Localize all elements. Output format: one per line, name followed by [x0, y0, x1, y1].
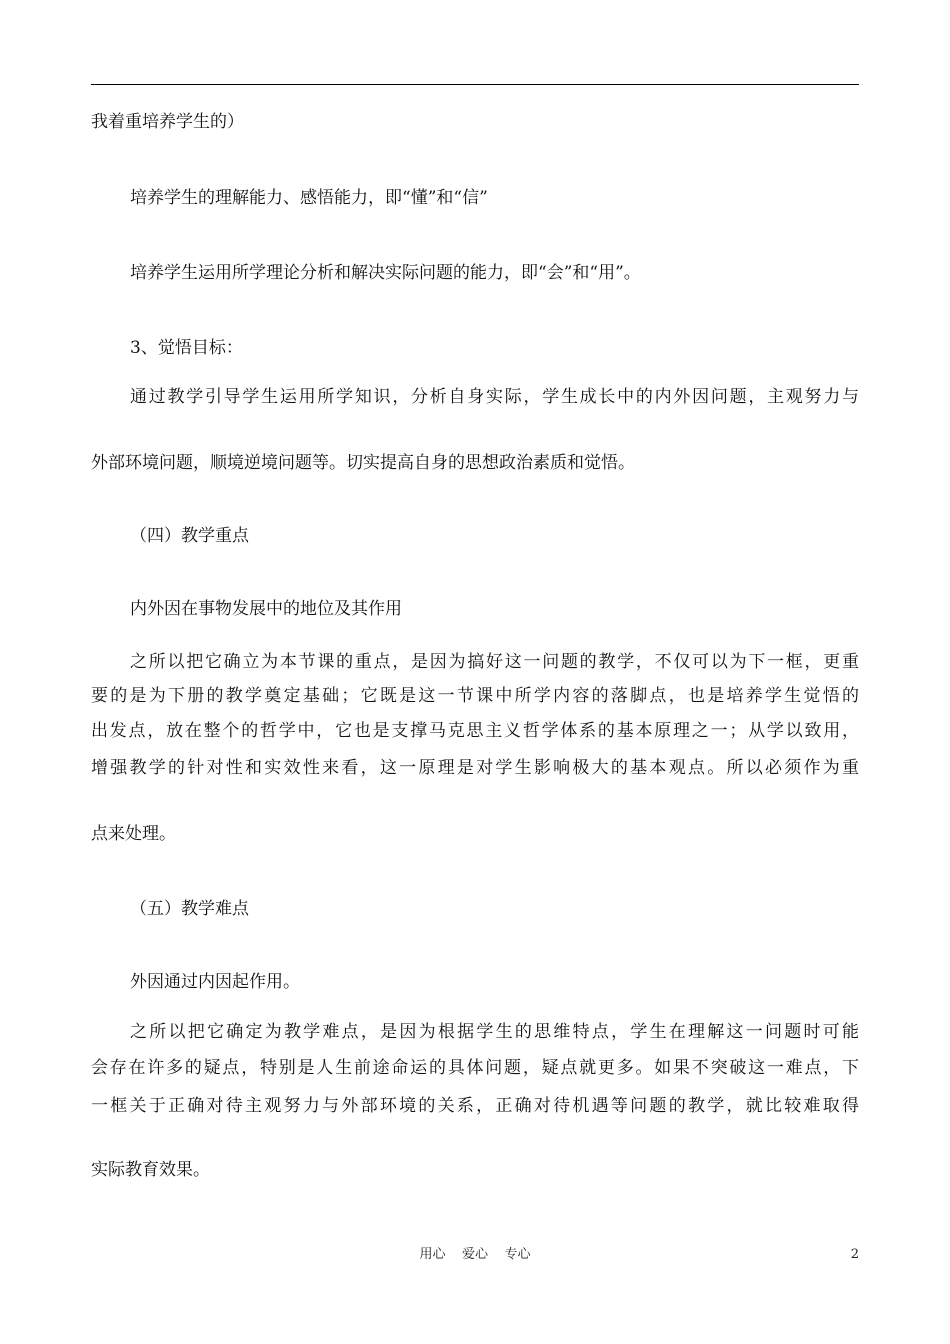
difficult-point-paragraph-line-2: 会存在许多的疑点，特别是人生前途命运的具体问题，疑点就更多。如果不突破这一难点，下 [91, 1058, 859, 1078]
key-point-title: 内外因在事物发展中的地位及其作用 [130, 599, 402, 619]
footer-motto: 用心 爱心 专心 [419, 1247, 531, 1262]
difficult-point-paragraph-line-3: 一框关于正确对待主观努力与外部环境的关系，正确对待机遇等问题的教学，就比较难取得 [91, 1096, 859, 1116]
key-point-paragraph-line-5: 点来处理。 [91, 824, 176, 844]
key-point-paragraph-line-1: 之所以把它确立为本节课的重点，是因为搞好这一问题的教学，不仅可以为下一框，更重 [130, 652, 859, 672]
key-point-paragraph-line-2: 要的是为下册的教学奠定基础；它既是这一节课中所学内容的落脚点，也是培养学生觉悟的 [91, 686, 859, 706]
text-line-1: 我着重培养学生的） [91, 112, 244, 132]
paragraph-awareness-line-2: 外部环境问题，顺境逆境问题等。切实提高自身的思想政治素质和觉悟。 [91, 453, 635, 473]
key-point-paragraph-line-4: 增强教学的针对性和实效性来看，这一原理是对学生影响极大的基本观点。所以必须作为重 [91, 758, 859, 778]
difficult-point-title: 外因通过内因起作用。 [130, 972, 300, 992]
difficult-point-paragraph-line-1: 之所以把它确定为教学难点，是因为根据学生的思维特点，学生在理解这一问题时可能 [130, 1022, 859, 1042]
heading-key-point: （四）教学重点 [130, 526, 249, 546]
heading-difficult-point: （五）教学难点 [130, 899, 249, 919]
difficult-point-paragraph-line-4: 实际教育效果。 [91, 1160, 210, 1180]
objective-application: 培养学生运用所学理论分析和解决实际问题的能力，即“会”和“用”。 [130, 263, 641, 283]
objective-understanding: 培养学生的理解能力、感悟能力，即“懂”和“信” [130, 188, 488, 208]
page-number: 2 [850, 1247, 859, 1262]
header-rule [91, 84, 859, 85]
heading-awareness-goal: 3、觉悟目标： [130, 338, 243, 358]
key-point-paragraph-line-3: 出发点，放在整个的哲学中，它也是支撑马克思主义哲学体系的基本原理之一；从学以致用， [91, 721, 859, 741]
paragraph-awareness-line-1: 通过教学引导学生运用所学知识，分析自身实际，学生成长中的内外因问题，主观努力与 [130, 387, 859, 407]
